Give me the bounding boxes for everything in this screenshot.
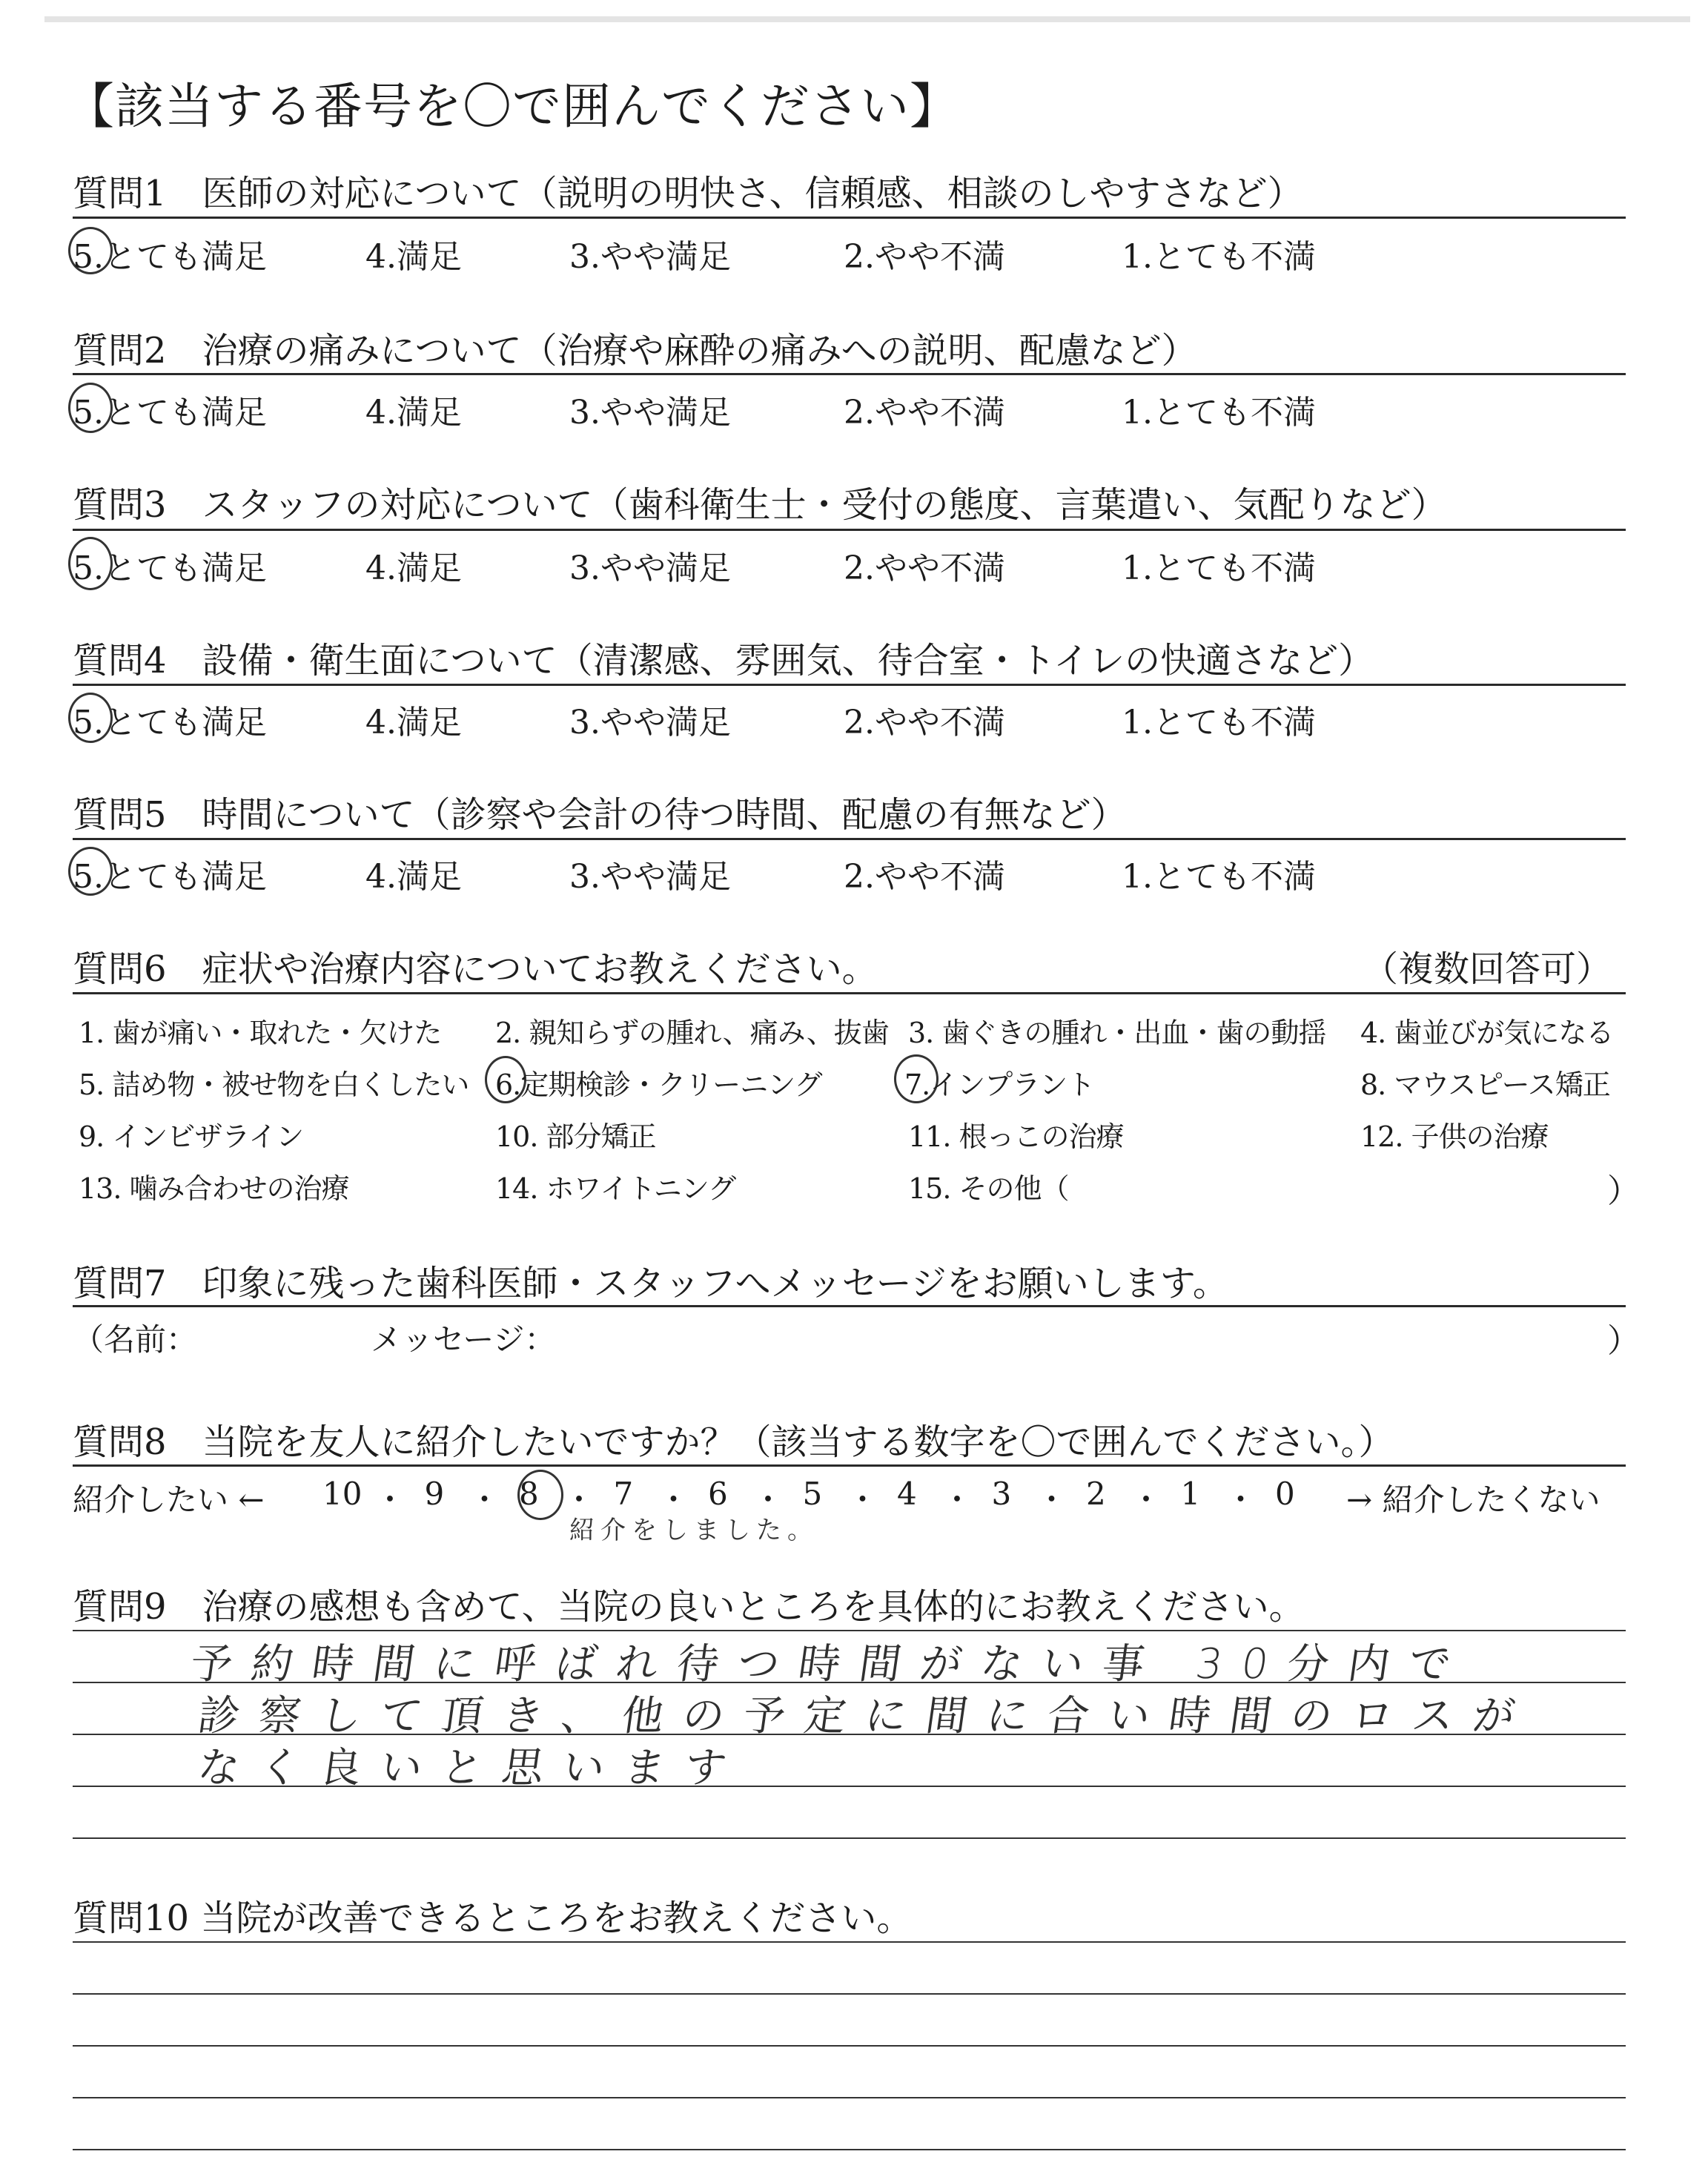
- scale-value-3[interactable]: 3: [991, 1476, 1012, 1512]
- option-4[interactable]: 4.満足: [365, 394, 462, 432]
- option-2[interactable]: 2.やや不満: [844, 238, 1005, 276]
- question-7-rule: [73, 1305, 1626, 1307]
- option-5[interactable]: 5.とても満足: [73, 858, 267, 896]
- option-4[interactable]: 4.満足: [365, 704, 462, 742]
- scale-value-5[interactable]: 5: [802, 1476, 823, 1512]
- option-1[interactable]: 1.とても不満: [1122, 704, 1316, 742]
- scale-separator: ・: [563, 1482, 595, 1518]
- option-5[interactable]: 5.とても満足: [73, 238, 267, 276]
- symptom-option-2[interactable]: 2. 親知らずの腫れ、痛み、抜歯: [495, 1017, 889, 1049]
- symptom-option-7[interactable]: 7.インプラント: [904, 1069, 1095, 1101]
- option-1[interactable]: 1.とても不満: [1122, 394, 1316, 432]
- question-7-label: 質問7 印象に残った歯科医師・スタッフへメッセージをお願いします。: [73, 1263, 1228, 1304]
- symptom-option-10[interactable]: 10. 部分矯正: [495, 1120, 656, 1153]
- scale-value-2[interactable]: 2: [1086, 1476, 1106, 1512]
- symptom-option-6[interactable]: 6.定期検診・クリーニング: [495, 1069, 822, 1101]
- symptom-option-12[interactable]: 12. 子供の治療: [1360, 1120, 1549, 1153]
- question-6-rule: [73, 992, 1626, 994]
- scale-value-9[interactable]: 9: [424, 1476, 445, 1512]
- option-3[interactable]: 3.やや満足: [569, 704, 731, 742]
- scale-value-8[interactable]: 8: [519, 1476, 539, 1512]
- answer-line: [73, 2045, 1626, 2047]
- question-10-label: 質問10 当院が改善できるところをお教えください。: [73, 1898, 913, 1939]
- question-5-options: [73, 850, 1626, 894]
- question-3-options: [73, 541, 1626, 586]
- message-close-paren: ）: [1607, 1322, 1640, 1360]
- symptom-option-1[interactable]: 1. 歯が痛い・取れた・欠けた: [79, 1017, 442, 1049]
- answer-line: [73, 2149, 1626, 2150]
- question-6-note: （複数回答可）: [1363, 948, 1612, 990]
- answer-line: [73, 2097, 1626, 2098]
- option-2[interactable]: 2.やや不満: [844, 549, 1005, 587]
- scale-separator: ・: [941, 1482, 973, 1518]
- option-1[interactable]: 1.とても不満: [1122, 238, 1316, 276]
- question-8-rule: [73, 1464, 1626, 1467]
- recommend-left-label: 紹介したい ←: [73, 1482, 265, 1518]
- option-4[interactable]: 4.満足: [365, 549, 462, 587]
- symptom-option-9[interactable]: 9. インビザライン: [79, 1120, 304, 1153]
- option-4[interactable]: 4.満足: [365, 858, 462, 896]
- scan-top-edge: [44, 16, 1690, 22]
- symptom-option-14[interactable]: 14. ホワイトニング: [495, 1172, 736, 1205]
- scale-value-10[interactable]: 10: [322, 1476, 363, 1512]
- question-2-label: 質問2 治療の痛みについて（治療や麻酔の痛みへの説明、配慮など）: [73, 330, 1197, 371]
- option-4[interactable]: 4.満足: [365, 238, 462, 276]
- option-2[interactable]: 2.やや不満: [844, 858, 1005, 896]
- selection-circle: [517, 1470, 563, 1520]
- question-5-label: 質問5 時間について（診察や会計の待つ時間、配慮の有無など）: [73, 794, 1127, 836]
- question-3-label: 質問3 スタッフの対応について（歯科衛生士・受付の態度、言葉遣い、気配りなど）: [73, 484, 1447, 526]
- question-9-label: 質問9 治療の感想も含めて、当院の良いところを具体的にお教えください。: [73, 1586, 1305, 1628]
- scale-separator: ・: [374, 1482, 406, 1518]
- option-2[interactable]: 2.やや不満: [844, 394, 1005, 432]
- option-3[interactable]: 3.やや満足: [569, 858, 731, 896]
- scale-value-0[interactable]: 0: [1275, 1476, 1295, 1512]
- instruction-title: 【該当する番号を〇で囲んでください】: [65, 78, 959, 135]
- handwritten-answer-line-2: 診察して頂き、他の予定に間に合い時間のロスが: [194, 1692, 1537, 1740]
- symptom-option-5[interactable]: 5. 詰め物・被せ物を白くしたい: [79, 1069, 469, 1101]
- option-1[interactable]: 1.とても不満: [1122, 858, 1316, 896]
- option-1[interactable]: 1.とても不満: [1122, 549, 1316, 587]
- scale-value-4[interactable]: 4: [897, 1476, 917, 1512]
- handwritten-note: 紹介をしました。: [569, 1516, 818, 1545]
- option-5[interactable]: 5.とても満足: [73, 704, 267, 742]
- symptom-option-4[interactable]: 4. 歯並びが気になる: [1360, 1017, 1614, 1049]
- scale-separator: ・: [1131, 1482, 1162, 1518]
- question-4-rule: [73, 684, 1626, 686]
- question-1-rule: [73, 217, 1626, 219]
- symptom-option-8[interactable]: 8. マウスピース矯正: [1360, 1069, 1610, 1101]
- scale-separator: ・: [1036, 1482, 1068, 1518]
- question-4-label: 質問4 設備・衛生面について（清潔感、雰囲気、待合室・トイレの快適さなど）: [73, 640, 1374, 681]
- option-3[interactable]: 3.やや満足: [569, 394, 731, 432]
- question-6-label: 質問6 症状や治療内容についてお教えください。: [73, 948, 878, 990]
- name-field-label: （名前：: [73, 1321, 198, 1358]
- question-2-rule: [73, 373, 1626, 375]
- option-3[interactable]: 3.やや満足: [569, 549, 731, 587]
- recommend-right-label: → 紹介したくない: [1346, 1482, 1601, 1518]
- symptom-option-13[interactable]: 13. 噛み合わせの治療: [79, 1172, 349, 1205]
- symptom-option-11[interactable]: 11. 根っこの治療: [908, 1120, 1124, 1153]
- question-2-options: [73, 386, 1626, 430]
- scale-separator: ・: [658, 1482, 689, 1518]
- scale-separator: ・: [469, 1482, 500, 1518]
- handwritten-answer-line-1: 予約時間に呼ばれ待つ時間がない事 30分内で: [187, 1640, 1473, 1688]
- message-field-label: メッセージ：: [371, 1321, 556, 1358]
- option-3[interactable]: 3.やや満足: [569, 238, 731, 276]
- symptom-option-15[interactable]: 15. その他（: [908, 1172, 1069, 1205]
- scale-separator: ・: [847, 1482, 878, 1518]
- question-5-rule: [73, 838, 1626, 840]
- option-5[interactable]: 5.とても満足: [73, 549, 267, 587]
- scale-value-6[interactable]: 6: [708, 1476, 728, 1512]
- question-3-rule: [73, 529, 1626, 531]
- scale-value-1[interactable]: 1: [1180, 1476, 1201, 1512]
- option-2[interactable]: 2.やや不満: [844, 704, 1005, 742]
- handwritten-answer-line-3: なく良いと思います: [194, 1744, 749, 1792]
- option-5[interactable]: 5.とても満足: [73, 394, 267, 432]
- answer-line: [73, 1941, 1626, 1943]
- question-1-label: 質問1 医師の対応について（説明の明快さ、信頼感、相談のしやすさなど）: [73, 173, 1303, 214]
- answer-line: [73, 1837, 1626, 1839]
- question-4-options: [73, 696, 1626, 740]
- other-close-paren: ）: [1607, 1172, 1640, 1210]
- question-1-options: [73, 230, 1626, 274]
- question-8-label: 質問8 当院を友人に紹介したいですか？（該当する数字を〇で囲んでください。）: [73, 1421, 1394, 1463]
- scale-value-7[interactable]: 7: [613, 1476, 634, 1512]
- symptom-option-3[interactable]: 3. 歯ぐきの腫れ・出血・歯の動揺: [908, 1017, 1326, 1049]
- scale-separator: ・: [752, 1482, 784, 1518]
- scale-separator: ・: [1225, 1482, 1257, 1518]
- answer-line: [73, 1993, 1626, 1995]
